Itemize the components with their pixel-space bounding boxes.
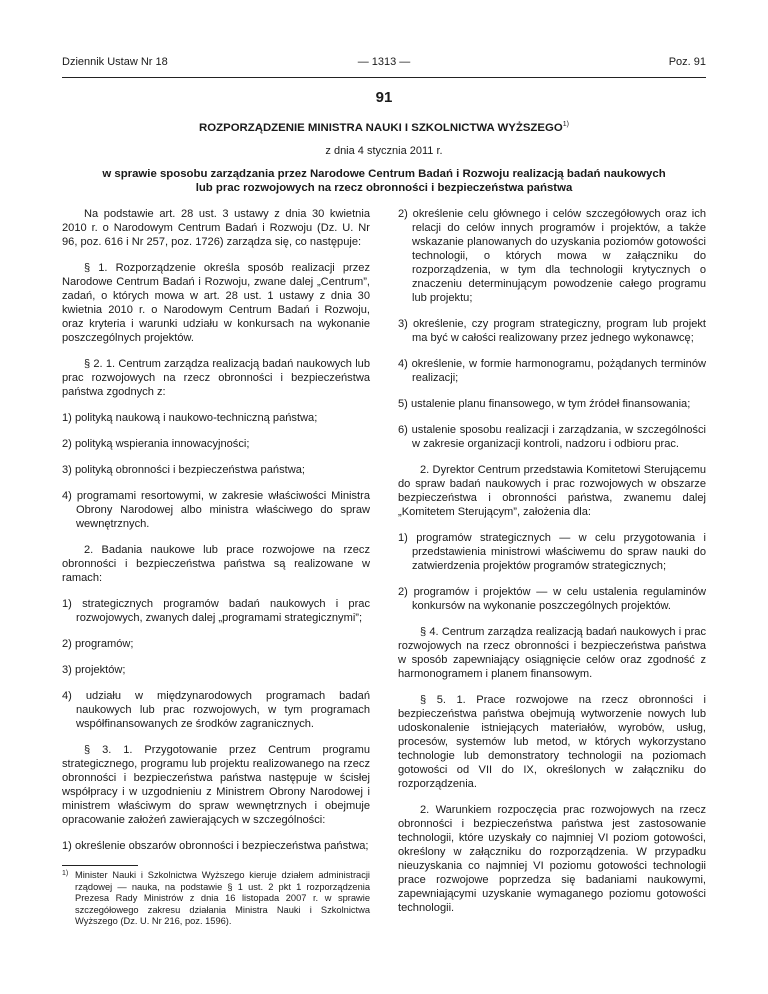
position-number: Poz. 91	[668, 56, 706, 68]
list-item: 2) określenie celu głównego i celów szczegółowych oraz ich relacji do celów innych programów i projektów, a także wskazanie planowanych do uzyskania poziomów gotowości technologii, o których mowa w załączniku do rozporządzenia, w tym dla technologii krytycznych o znaczeniu determinującym powodzenie całego programu lub projektu;	[398, 208, 706, 304]
paragraph: 2. Dyrektor Centrum przedstawia Komitetowi Sterującemu do spraw badań naukowych i prac rozwojowych w obszarze bezpieczeństwa i obronności państwa, zwanemu dalej „Komitetem Sterującym”, założenia dla:	[398, 464, 706, 518]
paragraph: § 2. 1. Centrum zarządza realizacją badań naukowych lub prac rozwojowych na rzecz obronności i bezpieczeństwa państwa zgodnych z:	[62, 358, 370, 398]
page-number: — 1313 —	[357, 56, 411, 68]
act-title-text: ROZPORZĄDZENIE MINISTRA NAUKI I SZKOLNICTWA WYŻSZEGO	[199, 121, 563, 134]
paragraph: § 4. Centrum zarządza realizacją badań naukowych i prac rozwojowych na rzecz obronności i bezpieczeństwa państwa w sposób zapewniający osiągnięcie celów oraz zgodność z harmonogramem i planem finansowym.	[398, 626, 706, 680]
list-item: 1) programów strategicznych — w celu przygotowania i przedstawienia ministrowi właściwemu do spraw nauki do zatwierdzenia projektów programów strategicznych;	[398, 532, 706, 572]
act-title	[0, 121, 768, 134]
list-item: 5) ustalenie planu finansowego, w tym źródeł finansowania;	[398, 398, 691, 410]
list-item: 1) określenie obszarów obronności i bezpieczeństwa państwa;	[62, 840, 369, 852]
act-subject: w sprawie sposobu zarządzania przez Narodowe Centrum Badań i Rozwoju realizacją badań naukowych lub prac rozwojowych na rzecz obronności i bezpieczeństwa państwa	[102, 168, 666, 194]
left-column	[62, 207, 370, 928]
list-item: 4) programami resortowymi, w zakresie właściwości Ministra Obrony Narodowej albo ministra właściwego do spraw wewnętrznych.	[62, 490, 370, 530]
paragraph: § 3. 1. Przygotowanie przez Centrum programu strategicznego, programu lub projektu realizowanego na rzecz obronności i bezpieczeństwa państwa następuje w ścisłej współpracy i w uzgodnieniu z Ministrem Obrony Narodowej i ministrem właściwym do spraw wewnętrznych i obejmuje opracowanie założeń zawierających w szczególności:	[62, 744, 370, 826]
act-number: 91	[375, 89, 393, 106]
paragraph: 2. Badania naukowe lub prace rozwojowe na rzecz obronności i bezpieczeństwa państwa są realizowane w ramach:	[62, 544, 370, 584]
paragraph: Na podstawie art. 28 ust. 3 ustawy z dnia 30 kwietnia 2010 r. o Narodowym Centrum Badań i Rozwoju (Dz. U. Nr 96, poz. 616 i Nr 257, poz. 1726) zarządza się, co następuje:	[62, 208, 370, 248]
paragraph: § 5. 1. Prace rozwojowe na rzecz obronności i bezpieczeństwa państwa obejmują wytworzenie nowych lub udoskonalenie istniejących materiałów, wyrobów, usług, procesów, systemów lub metod, w których wykorzystano technologie lub demonstratory technologii na poziomach gotowości od VII do IX, określonych w załączniku do rozporządzenia.	[398, 694, 706, 790]
list-item: 3) określenie, czy program strategiczny, program lub projekt ma być w całości realizowany przez jednego wykonawcę;	[398, 318, 706, 344]
footnote	[62, 870, 370, 928]
paragraph: 2. Warunkiem rozpoczęcia prac rozwojowych na rzecz obronności i bezpieczeństwa państwa jest zastosowanie technologii, które uzyskały co najmniej VI poziom gotowości, określony w załączniku do rozporządzenia. W przypadku nieuzyskania co najmniej VI poziomu gotowości technologii prace rozwojowe poprzedza się badaniami naukowymi, zapewniającymi uzyskanie wymaganego poziomu gotowości technologii.	[398, 804, 706, 914]
journal-name: Dziennik Ustaw Nr 18	[62, 56, 168, 68]
list-item: 2) programów;	[62, 638, 134, 650]
act-date: z dnia 4 stycznia 2011 r.	[325, 145, 443, 157]
footnote-text: Minister Nauki i Szkolnictwa Wyższego kieruje działem administracji rządowej — nauka, na podstawie § 1 ust. 2 pkt 1 rozporządzenia Prezesa Rady Ministrów z dnia 16 listopada 2007 r. w sprawie szczegółowego zakresu działania Ministra Nauki i Szkolnictwa Wyższego (Dz. U. Nr 216, poz. 1596).	[75, 870, 370, 926]
right-column	[398, 207, 706, 927]
list-item: 4) udziału w międzynarodowych programach badań naukowych lub prac rozwojowych, w tym programach współfinansowanych ze środków zagranicznych.	[62, 690, 370, 730]
footnote-reference: 1)	[562, 121, 569, 128]
list-item: 2) programów i projektów — w celu ustalenia regulaminów konkursów na wykonanie poszczególnych projektów.	[398, 586, 706, 612]
header-rule	[62, 77, 706, 78]
list-item: 6) ustalenie sposobu realizacji i zarządzania, w szczególności w zakresie organizacji kontroli, nadzoru i odbioru prac.	[398, 424, 706, 450]
list-item: 3) polityką obronności i bezpieczeństwa państwa;	[62, 464, 305, 476]
list-item: 2) polityką wspierania innowacyjności;	[62, 438, 250, 450]
list-item: 4) określenie, w formie harmonogramu, pożądanych terminów realizacji;	[398, 358, 706, 384]
footnote-mark: 1)	[62, 870, 69, 877]
list-item: 1) strategicznych programów badań naukowych i prac rozwojowych, zwanych dalej „programami strategicznymi”;	[62, 598, 370, 624]
list-item: 1) polityką naukową i naukowo-techniczną państwa;	[62, 412, 318, 424]
footnote-rule	[62, 865, 138, 866]
list-item: 3) projektów;	[62, 664, 126, 676]
paragraph: § 1. Rozporządzenie określa sposób realizacji przez Narodowe Centrum Badań i Rozwoju, zwane dalej „Centrum”, zadań, o których mowa w art. 28 ust. 1 ustawy z dnia 30 kwietnia 2010 r. o Narodowym Centrum Badań i Rozwoju, oraz kryteria i warunki udziału w konkursach na wykonanie poszczególnych projektów.	[62, 262, 370, 344]
